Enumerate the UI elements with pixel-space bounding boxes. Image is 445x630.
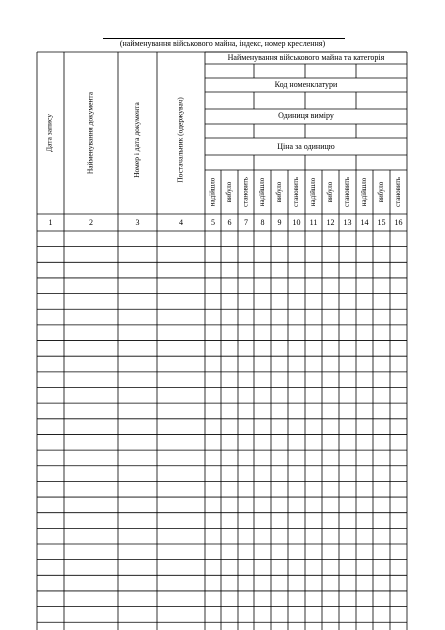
- movement-label-становить: становить: [394, 177, 403, 207]
- form-caption: (найменування військового майна, індекс, номер креслення): [119, 39, 326, 48]
- movement-label-становить: становить: [241, 177, 250, 207]
- movement-label-надійшло: надійшло: [258, 177, 267, 207]
- movement-label-надійшло: надійшло: [309, 177, 318, 207]
- column-number: 10: [292, 217, 301, 227]
- column-number: 11: [309, 217, 318, 227]
- column-header-1: Дата запису: [44, 113, 54, 153]
- property-label-1: Найменування військового майна та категорія: [227, 52, 385, 62]
- column-number: 16: [394, 217, 403, 227]
- column-header-2: Найменування документа: [85, 91, 95, 175]
- movement-label-вибуло: вибуло: [377, 181, 386, 203]
- column-number: 12: [326, 217, 335, 227]
- movement-label-вибуло: вибуло: [275, 181, 284, 203]
- column-number: 13: [343, 217, 352, 227]
- column-header-4: Постачальник (одержувач): [175, 97, 185, 183]
- column-number: 8: [260, 217, 265, 227]
- column-number: 1: [48, 217, 53, 227]
- property-label-3: Одиниця виміру: [278, 110, 334, 120]
- column-number: 14: [360, 217, 369, 227]
- property-label-4: Ціна за одиницю: [277, 141, 335, 151]
- column-number: 15: [377, 217, 386, 227]
- column-number: 5: [211, 217, 215, 227]
- column-number: 2: [89, 217, 93, 227]
- column-number: 4: [179, 217, 183, 227]
- column-header-3: Номер і дата документа: [132, 102, 142, 178]
- property-label-2: Код номенклатури: [274, 79, 338, 89]
- movement-label-надійшло: надійшло: [360, 177, 369, 207]
- movement-label-вибуло: вибуло: [326, 181, 335, 203]
- column-number: 9: [277, 217, 282, 227]
- column-number: 7: [244, 217, 248, 227]
- movement-label-становить: становить: [343, 177, 352, 207]
- movement-label-надійшло: надійшло: [208, 177, 217, 207]
- movement-label-становить: становить: [292, 177, 301, 207]
- column-number: 6: [227, 217, 232, 227]
- column-number: 3: [135, 217, 140, 227]
- movement-label-вибуло: вибуло: [225, 181, 234, 203]
